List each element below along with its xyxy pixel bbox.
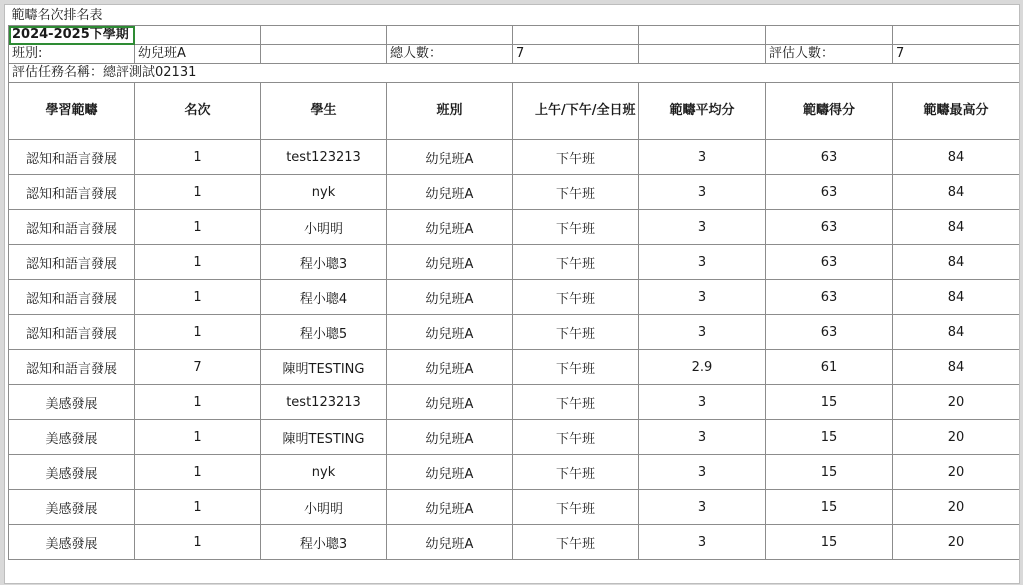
assessed-label[interactable]: 評估人數： bbox=[766, 45, 893, 64]
rank-cell[interactable]: 1 bbox=[135, 315, 261, 350]
document-page bbox=[4, 4, 1020, 584]
domain-cell[interactable]: 美感發展 bbox=[9, 490, 135, 525]
class-cell[interactable]: 幼兒班A bbox=[387, 455, 513, 490]
header-session: 上午/下午/全日班 bbox=[513, 83, 639, 140]
student-cell[interactable]: 陳明TESTING bbox=[261, 420, 387, 455]
max-score-cell[interactable]: 84 bbox=[893, 210, 1020, 245]
score-cell[interactable]: 63 bbox=[766, 210, 893, 245]
class-label[interactable]: 班別: bbox=[9, 45, 135, 64]
session-cell[interactable]: 下午班 bbox=[513, 140, 639, 175]
total-value[interactable]: 7 bbox=[513, 45, 639, 64]
header-class: 班別 bbox=[387, 83, 513, 140]
assessed-value[interactable]: 7 bbox=[893, 45, 1020, 64]
empty-cell[interactable] bbox=[639, 26, 766, 45]
max-score-cell[interactable]: 20 bbox=[893, 420, 1020, 455]
header-rank: 名次 bbox=[135, 83, 261, 140]
class-value[interactable]: 幼兒班A bbox=[135, 45, 261, 64]
score-cell[interactable]: 63 bbox=[766, 315, 893, 350]
student-cell[interactable]: test123213 bbox=[261, 140, 387, 175]
session-cell[interactable]: 下午班 bbox=[513, 245, 639, 280]
student-cell[interactable]: 程小聰4 bbox=[261, 280, 387, 315]
term-cell[interactable]: 2024-2025下學期 bbox=[9, 26, 135, 45]
ranking-table bbox=[8, 7, 1020, 560]
session-cell[interactable]: 下午班 bbox=[513, 385, 639, 420]
class-cell[interactable]: 幼兒班A bbox=[387, 280, 513, 315]
score-cell[interactable]: 15 bbox=[766, 455, 893, 490]
score-cell[interactable]: 15 bbox=[766, 525, 893, 560]
table-row bbox=[9, 420, 1020, 455]
rank-cell[interactable]: 1 bbox=[135, 140, 261, 175]
average-cell[interactable]: 3 bbox=[639, 280, 766, 315]
student-cell[interactable]: nyk bbox=[261, 175, 387, 210]
domain-cell[interactable]: 認知和語言發展 bbox=[9, 140, 135, 175]
rank-cell[interactable]: 1 bbox=[135, 455, 261, 490]
max-score-cell[interactable]: 84 bbox=[893, 350, 1020, 385]
domain-cell[interactable]: 認知和語言發展 bbox=[9, 280, 135, 315]
session-cell[interactable]: 下午班 bbox=[513, 210, 639, 245]
average-cell[interactable]: 3 bbox=[639, 245, 766, 280]
table-header-row bbox=[9, 83, 1020, 140]
spreadsheet bbox=[8, 7, 1019, 560]
domain-cell[interactable]: 認知和語言發展 bbox=[9, 210, 135, 245]
rank-cell[interactable]: 1 bbox=[135, 385, 261, 420]
table-row bbox=[9, 175, 1020, 210]
table-row bbox=[9, 280, 1020, 315]
header-student: 學生 bbox=[261, 83, 387, 140]
empty-cell[interactable] bbox=[135, 26, 261, 45]
class-cell[interactable]: 幼兒班A bbox=[387, 175, 513, 210]
average-cell[interactable]: 3 bbox=[639, 525, 766, 560]
header-domain: 學習範疇 bbox=[9, 83, 135, 140]
table-row bbox=[9, 245, 1020, 280]
table-row bbox=[9, 350, 1020, 385]
domain-cell[interactable]: 認知和語言發展 bbox=[9, 245, 135, 280]
header-score: 範疇得分 bbox=[766, 83, 893, 140]
session-cell[interactable]: 下午班 bbox=[513, 420, 639, 455]
student-cell[interactable]: 陳明TESTING bbox=[261, 350, 387, 385]
empty-cell[interactable] bbox=[261, 26, 387, 45]
session-cell[interactable]: 下午班 bbox=[513, 525, 639, 560]
score-cell[interactable]: 63 bbox=[766, 175, 893, 210]
domain-cell[interactable]: 美感發展 bbox=[9, 455, 135, 490]
sheet-title: 範疇名次排名表 bbox=[9, 7, 1020, 26]
rank-cell[interactable]: 1 bbox=[135, 210, 261, 245]
rank-cell[interactable]: 1 bbox=[135, 175, 261, 210]
max-score-cell[interactable]: 20 bbox=[893, 385, 1020, 420]
score-cell[interactable]: 63 bbox=[766, 280, 893, 315]
class-cell[interactable]: 幼兒班A bbox=[387, 210, 513, 245]
rank-cell[interactable]: 1 bbox=[135, 280, 261, 315]
rank-cell[interactable]: 1 bbox=[135, 490, 261, 525]
table-row bbox=[9, 490, 1020, 525]
session-cell[interactable]: 下午班 bbox=[513, 280, 639, 315]
domain-cell[interactable]: 認知和語言發展 bbox=[9, 350, 135, 385]
table-row bbox=[9, 525, 1020, 560]
empty-cell[interactable] bbox=[893, 26, 1020, 45]
class-cell[interactable]: 幼兒班A bbox=[387, 315, 513, 350]
domain-cell[interactable]: 美感發展 bbox=[9, 420, 135, 455]
empty-cell[interactable] bbox=[639, 45, 766, 64]
rank-cell[interactable]: 1 bbox=[135, 525, 261, 560]
table-row bbox=[9, 455, 1020, 490]
average-cell[interactable]: 3 bbox=[639, 490, 766, 525]
header-average: 範疇平均分 bbox=[639, 83, 766, 140]
domain-cell[interactable]: 認知和語言發展 bbox=[9, 175, 135, 210]
score-cell[interactable]: 15 bbox=[766, 490, 893, 525]
score-cell[interactable]: 61 bbox=[766, 350, 893, 385]
score-cell[interactable]: 15 bbox=[766, 420, 893, 455]
class-cell[interactable]: 幼兒班A bbox=[387, 350, 513, 385]
header-max: 範疇最高分 bbox=[893, 83, 1020, 140]
max-score-cell[interactable]: 84 bbox=[893, 245, 1020, 280]
empty-cell[interactable] bbox=[513, 26, 639, 45]
max-score-cell[interactable]: 20 bbox=[893, 525, 1020, 560]
average-cell[interactable]: 3 bbox=[639, 140, 766, 175]
max-score-cell[interactable]: 20 bbox=[893, 455, 1020, 490]
empty-cell[interactable] bbox=[766, 26, 893, 45]
rank-cell[interactable]: 1 bbox=[135, 245, 261, 280]
max-score-cell[interactable]: 84 bbox=[893, 140, 1020, 175]
average-cell[interactable]: 3 bbox=[639, 175, 766, 210]
average-cell[interactable]: 3 bbox=[639, 455, 766, 490]
class-cell[interactable]: 幼兒班A bbox=[387, 140, 513, 175]
score-cell[interactable]: 15 bbox=[766, 385, 893, 420]
class-cell[interactable]: 幼兒班A bbox=[387, 385, 513, 420]
empty-cell[interactable] bbox=[387, 26, 513, 45]
session-cell[interactable]: 下午班 bbox=[513, 315, 639, 350]
domain-cell[interactable]: 美感發展 bbox=[9, 525, 135, 560]
score-cell[interactable]: 63 bbox=[766, 245, 893, 280]
task-name[interactable]: 評估任務名稱：總評測試02131 bbox=[9, 64, 1020, 83]
table-row bbox=[9, 315, 1020, 350]
class-cell[interactable]: 幼兒班A bbox=[387, 245, 513, 280]
average-cell[interactable]: 3 bbox=[639, 315, 766, 350]
session-cell[interactable]: 下午班 bbox=[513, 490, 639, 525]
class-cell[interactable]: 幼兒班A bbox=[387, 525, 513, 560]
domain-cell[interactable]: 美感發展 bbox=[9, 385, 135, 420]
max-score-cell[interactable]: 84 bbox=[893, 175, 1020, 210]
rank-cell[interactable]: 7 bbox=[135, 350, 261, 385]
empty-cell[interactable] bbox=[261, 45, 387, 64]
domain-cell[interactable]: 認知和語言發展 bbox=[9, 315, 135, 350]
session-cell[interactable]: 下午班 bbox=[513, 175, 639, 210]
table-row bbox=[9, 210, 1020, 245]
average-cell[interactable]: 3 bbox=[639, 420, 766, 455]
student-cell[interactable]: 程小聰3 bbox=[261, 525, 387, 560]
student-cell[interactable]: 程小聰3 bbox=[261, 245, 387, 280]
class-cell[interactable]: 幼兒班A bbox=[387, 420, 513, 455]
score-cell[interactable]: 63 bbox=[766, 140, 893, 175]
table-row bbox=[9, 140, 1020, 175]
max-score-cell[interactable]: 84 bbox=[893, 280, 1020, 315]
student-cell[interactable]: test123213 bbox=[261, 385, 387, 420]
average-cell[interactable]: 3 bbox=[639, 210, 766, 245]
session-cell[interactable]: 下午班 bbox=[513, 350, 639, 385]
table-row bbox=[9, 385, 1020, 420]
max-score-cell[interactable]: 20 bbox=[893, 490, 1020, 525]
student-cell[interactable]: 小明明 bbox=[261, 490, 387, 525]
student-cell[interactable]: 程小聰5 bbox=[261, 315, 387, 350]
class-cell[interactable]: 幼兒班A bbox=[387, 490, 513, 525]
max-score-cell[interactable]: 84 bbox=[893, 315, 1020, 350]
rank-cell[interactable]: 1 bbox=[135, 420, 261, 455]
total-label[interactable]: 總人數： bbox=[387, 45, 513, 64]
student-cell[interactable]: nyk bbox=[261, 455, 387, 490]
student-cell[interactable]: 小明明 bbox=[261, 210, 387, 245]
average-cell[interactable]: 3 bbox=[639, 385, 766, 420]
session-cell[interactable]: 下午班 bbox=[513, 455, 639, 490]
average-cell[interactable]: 2.9 bbox=[639, 350, 766, 385]
